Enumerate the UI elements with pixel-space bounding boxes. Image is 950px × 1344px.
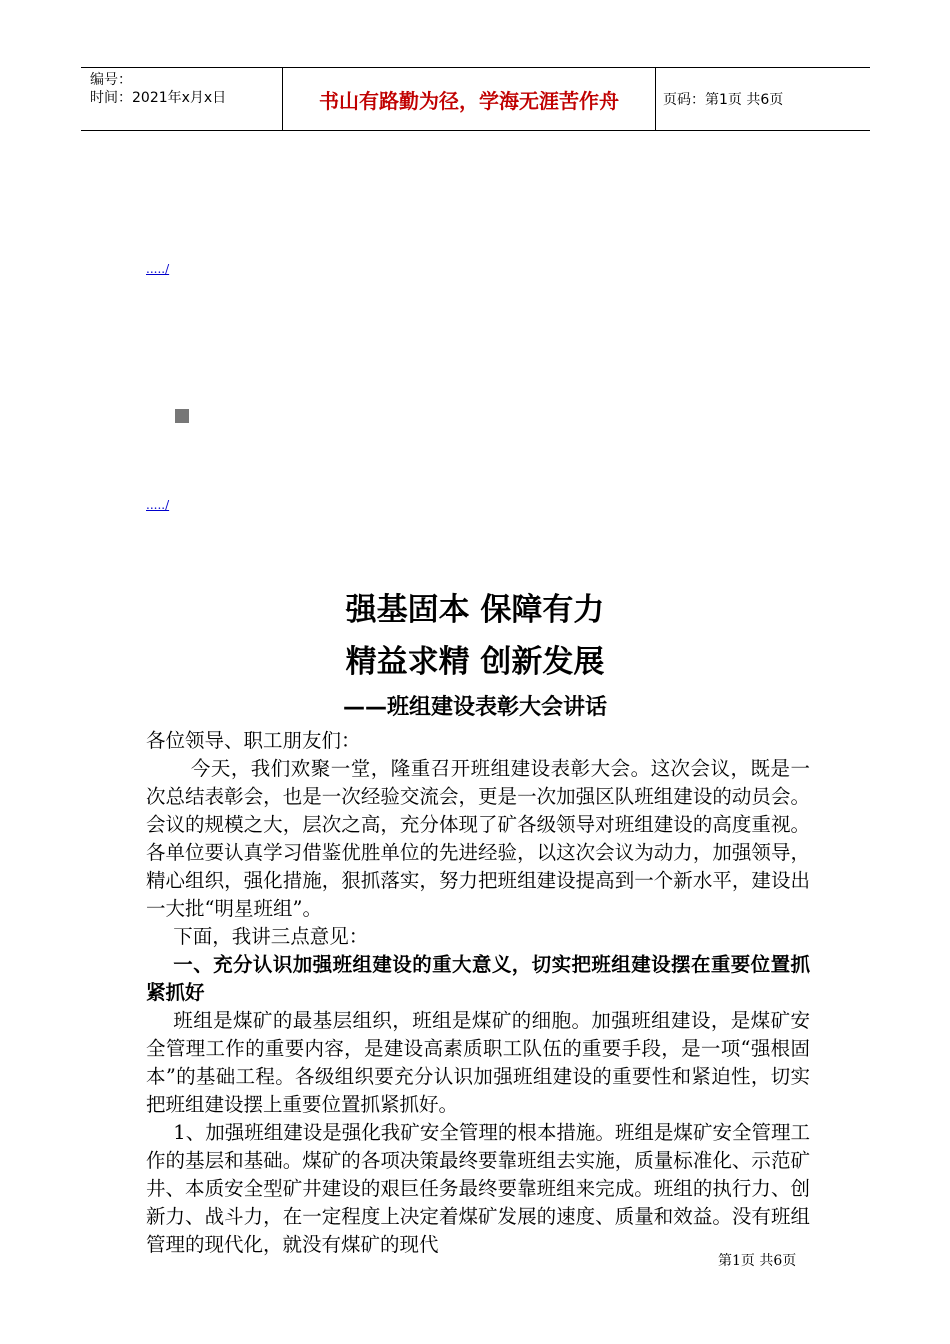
subtitle: ——班组建设表彰大会讲话: [342, 695, 607, 720]
title-line-1: 强基固本 保障有力: [345, 592, 605, 628]
title-line-2: 精益求精 创新发展: [345, 644, 605, 680]
number-label: 编号：: [90, 72, 132, 88]
dots-link[interactable]: ...../: [146, 498, 170, 512]
page-footer: 第1页 共6页: [718, 1253, 797, 1269]
paragraph: 下面，我讲三点意见：: [173, 925, 369, 948]
dots-link[interactable]: ...../: [146, 262, 170, 276]
header-page-info: 页码：第1页 共6页: [663, 92, 784, 108]
paragraph: 班组是煤矿的最基层组织，班组是煤矿的细胞。加强班组建设，是煤矿安全管理工作的重要内容，是建设高素质职工队伍的重要手段，是一项“强根固本”的基础工程。各级组织要充分认识加强班组建设的重要性和紧迫性，切实把班组建设摆上重要位置抓紧抓好。: [146, 1009, 810, 1116]
paragraph: 今天，我们欢聚一堂，隆重召开班组建设表彰大会。这次会议，既是一次总结表彰会，也是一次经验交流会，更是一次加强区队班组建设的动员会。会议的规模之大，层次之高，充分体现了矿各级领导对班组建设的高度重视。各单位要认真学习借鉴优胜单位的先进经验，以这次会议为动力，加强领导，精心组织，强化措施，狠抓落实，努力把班组建设提高到一个新水平，建设出一大批“明星班组”。: [146, 757, 810, 920]
speech-body: [146, 727, 810, 1259]
header-motto: 书山有路勤为径，学海无涯苦作舟: [319, 88, 619, 113]
header-meta: [90, 71, 226, 107]
time-label: 时间：2021年x月x日: [90, 90, 227, 106]
header-divider: [655, 68, 656, 130]
document-header: [81, 67, 870, 131]
paragraph: 1、加强班组建设是强化我矿安全管理的根本措施。班组是煤矿安全管理工作的基层和基础。煤矿的各项决策最终要靠班组去实施，质量标准化、示范矿井、本质安全型矿井建设的艰巨任务最终要靠班组来完成。班组的执行力、创新力、战斗力，在一定程度上决定着煤矿发展的速度、质量和效益。没有班组管理的现代化，就没有煤矿的现代: [146, 1121, 810, 1256]
salutation: 各位领导、职工朋友们：: [146, 729, 361, 752]
square-bullet-icon: [175, 409, 189, 423]
section-heading: 一、充分认识加强班组建设的重大意义，切实把班组建设摆在重要位置抓紧抓好: [146, 953, 810, 1004]
